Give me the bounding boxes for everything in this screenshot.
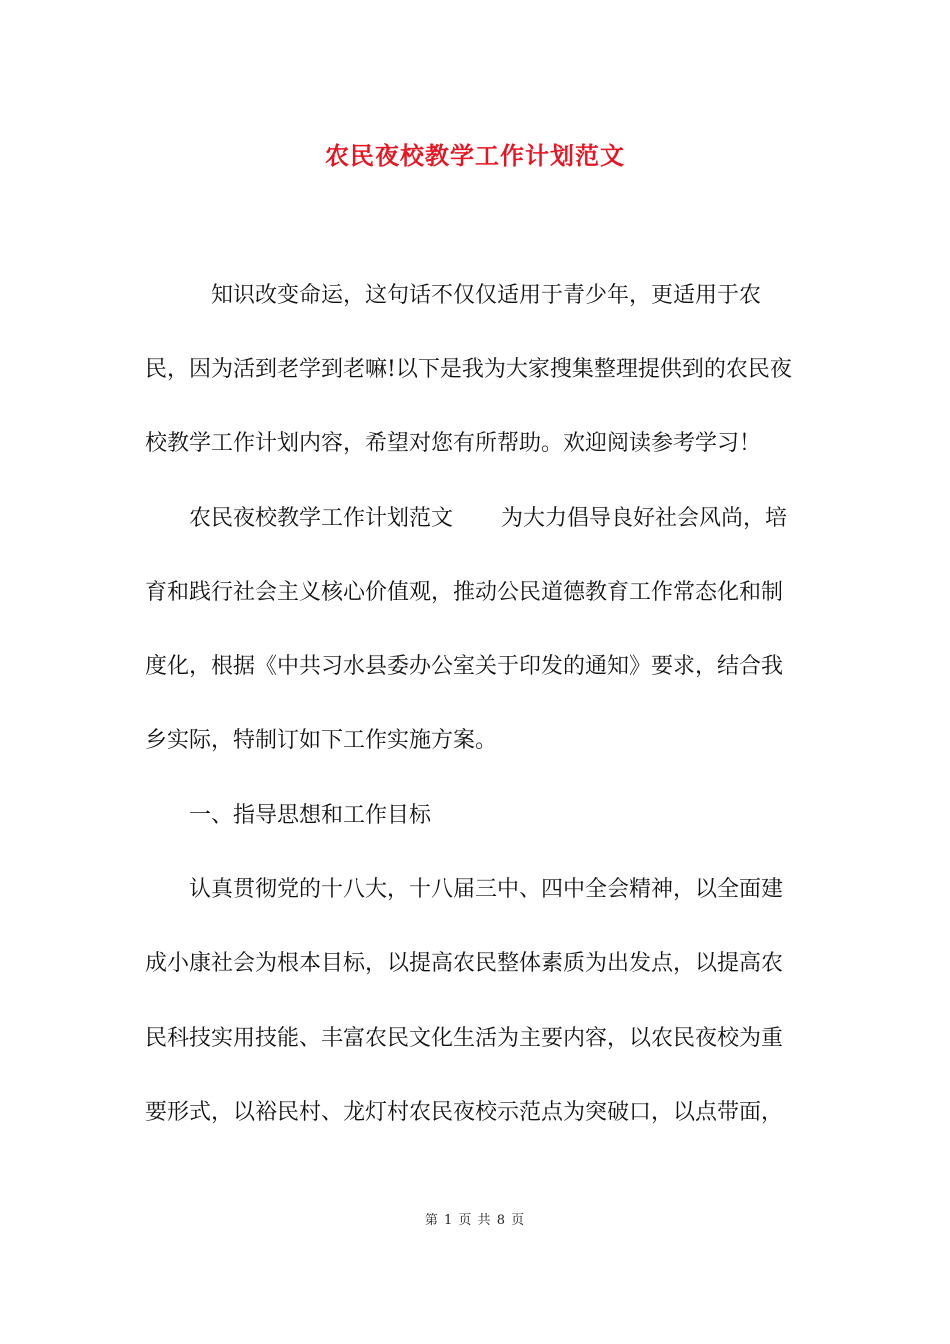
page-number: 第 1 页 共 8 页 — [424, 1213, 526, 1228]
paragraph-line: 知识改变命运，这句话不仅仅适用于青少年，更适用于农 — [145, 283, 762, 308]
paragraph-line: 认真贯彻党的十八大，十八届三中、四中全会精神，以全面建 — [145, 877, 784, 902]
paragraph-line: 校教学工作计划内容，希望对您有所帮助。欢迎阅读参考学习！ — [145, 431, 762, 456]
paragraph-line — [145, 506, 787, 532]
section-heading: 一、指导思想和工作目标 — [145, 803, 432, 828]
paragraph-line: 育和践行社会主义核心价值观，推动公民道德教育工作常态化和制 — [145, 580, 784, 605]
paragraph-line: 度化，根据《中共习水县委办公室关于印发的通知》要求，结合我 — [145, 654, 784, 679]
inline-heading: 农民夜校教学工作计划范文 — [145, 506, 454, 531]
paragraph-line: 乡实际，特制订如下工作实施方案。 — [145, 728, 498, 753]
document-title: 农民夜校教学工作计划范文 — [325, 141, 625, 170]
paragraph-line: 要形式，以裕民村、龙灯村农民夜校示范点为突破口，以点带面， — [145, 1100, 784, 1125]
paragraph-line: 成小康社会为根本目标，以提高农民整体素质为出发点，以提高农 — [145, 951, 784, 976]
paragraph-text: 为大力倡导良好社会风尚，培 — [501, 506, 788, 531]
paragraph-line: 民，因为活到老学到老嘛!以下是我为大家搜集整理提供到的农民夜 — [145, 357, 792, 382]
paragraph-line: 民科技实用技能、丰富农民文化生活为主要内容，以农民夜校为重 — [145, 1026, 784, 1051]
